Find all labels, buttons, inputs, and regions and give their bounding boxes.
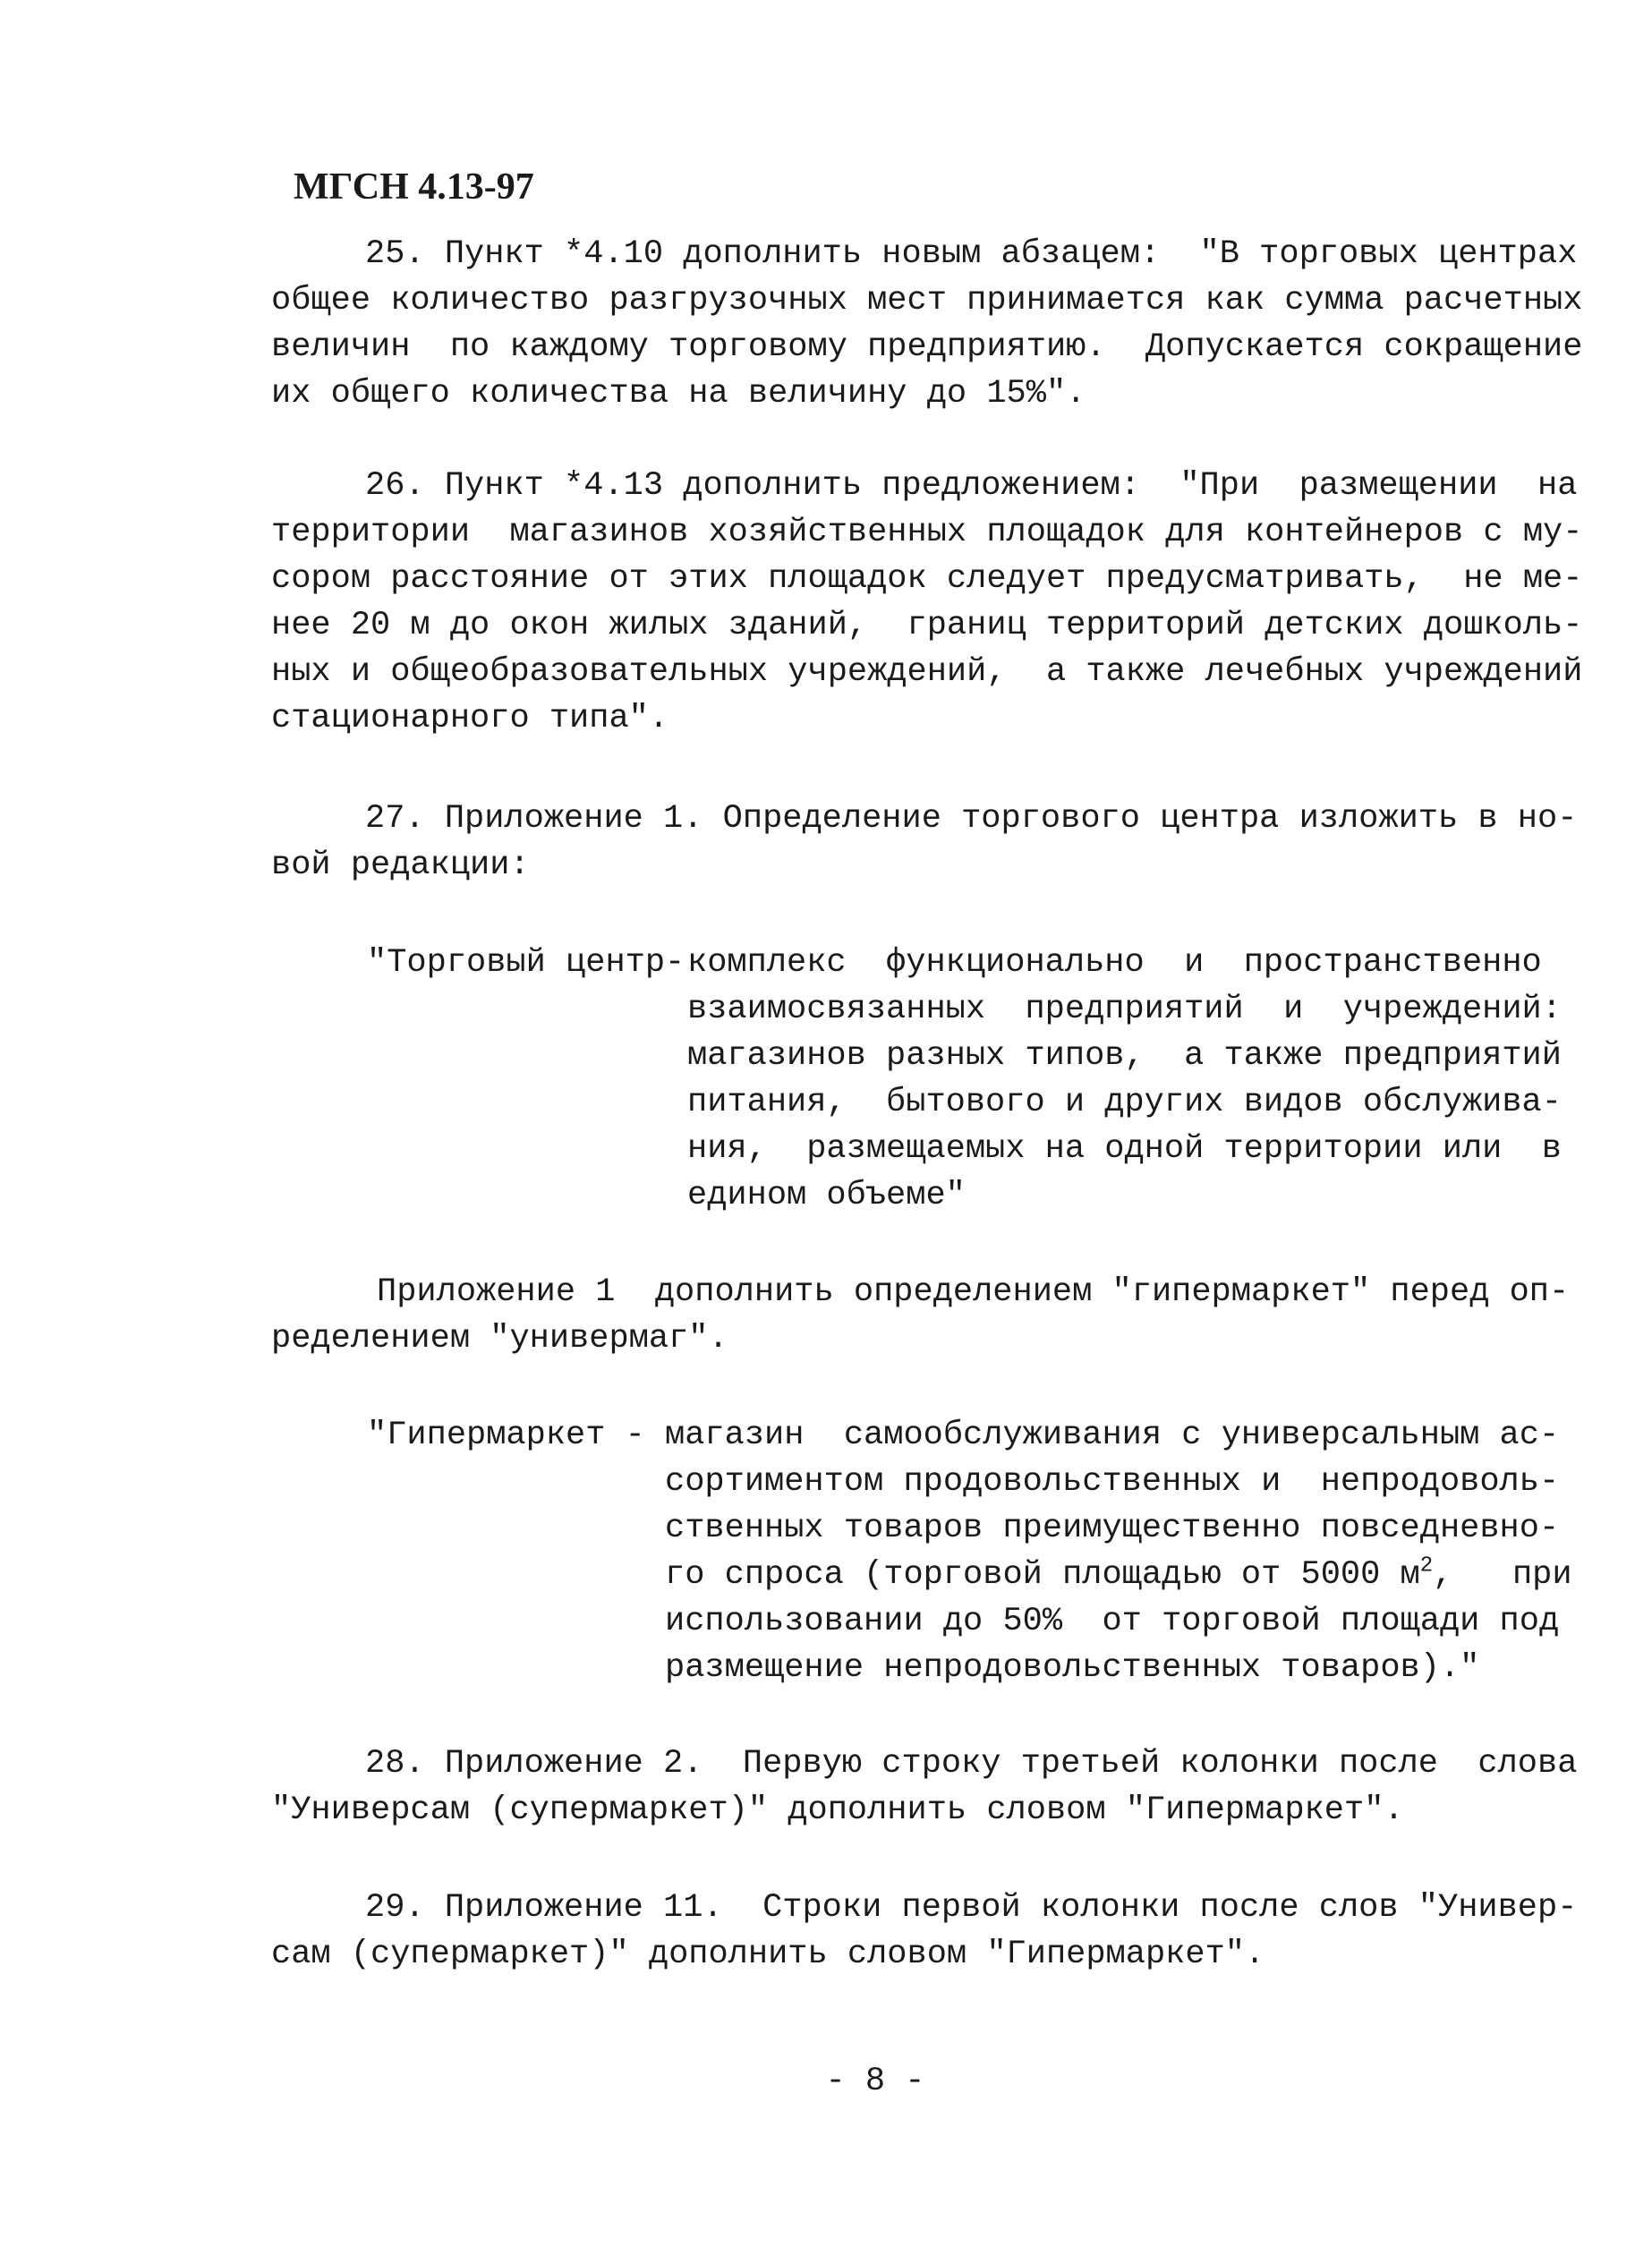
definition-line: питания, бытового и других видов обслужива- [687, 1084, 1562, 1121]
definition-line: комплекс функционально и пространственно [687, 944, 1542, 982]
superscript-2: 2 [1419, 1553, 1434, 1579]
paragraph-25-line: 25. Пункт *4.10 дополнить новым абзацем: "В торговых центрах [365, 235, 1578, 273]
paragraph-appendix-1-line: ределением "универмаг". [271, 1320, 728, 1358]
paragraph-25-line: общее количество разгрузочных мест принимается как сумма расчетных [271, 282, 1583, 319]
paragraph-26 [271, 463, 1583, 742]
paragraph-27-line: 27. Приложение 1. Определение торгового центра изложить в но- [365, 800, 1578, 838]
paragraph-appendix-1 [271, 1269, 1570, 1362]
paragraph-26-line: стационарного типа". [271, 700, 669, 737]
paragraph-appendix-1-line: Приложение 1 дополнить определением "гипермаркет" перед оп- [377, 1273, 1570, 1311]
paragraph-26-line: территории магазинов хозяйственных площадок для контейнеров с му- [271, 514, 1583, 551]
definition-line: сортиментом продовольственных и непродоволь- [665, 1463, 1560, 1501]
definition-line: размещение непродовольственных товаров)." [665, 1649, 1480, 1687]
page-number: - 8 - [825, 2063, 925, 2100]
document-code-header: МГСН 4.13-97 [294, 166, 534, 208]
paragraph-25-line: величин по каждому торговому предприятию. Допускается сокращение [271, 328, 1583, 366]
paragraph-25-line: их общего количества на величину до 15%". [271, 375, 1086, 413]
definition-line-tail: , при [1433, 1556, 1572, 1594]
definition-line: магазин самообслуживания с универсальным ас- [665, 1417, 1560, 1454]
paragraph-26-line: нее 20 м до окон жилых зданий, границ территорий детских дошколь- [271, 607, 1583, 644]
paragraph-27-line: вой редакции: [271, 847, 530, 884]
definition-line: использовании до 50% от торговой площади под [665, 1603, 1560, 1640]
definition-line: взаимосвязанных предприятий и учреждений: [687, 991, 1562, 1028]
definition-line-text: го спроса (торговой площадью от 5000 м [665, 1556, 1420, 1594]
definition-line: ния, размещаемых на одной территории или в [687, 1130, 1562, 1168]
definition-line [665, 1552, 1572, 1598]
paragraph-26-line: сором расстояние от этих площадок следует предусматривать, не ме- [271, 560, 1583, 598]
paragraph-29 [271, 1885, 1578, 1978]
paragraph-29-line: 29. Приложение 11. Строки первой колонки после слов "Универ- [365, 1889, 1578, 1927]
paragraph-28-line: 28. Приложение 2. Первую строку третьей колонки после слова [365, 1745, 1578, 1783]
paragraph-26-line: 26. Пункт *4.13 дополнить предложением: "При размещении на [365, 467, 1578, 505]
paragraph-25 [271, 231, 1583, 417]
paragraph-29-line: сам (супермаркет)" дополнить словом "Гипермаркет". [271, 1936, 1265, 1973]
definition-line: едином объеме" [687, 1177, 966, 1214]
definition-line: ственных товаров преимущественно повседневно- [665, 1510, 1560, 1547]
definition-line: магазинов разных типов, а также предприятий [687, 1037, 1562, 1075]
paragraph-26-line: ных и общеобразовательных учреждений, а также лечебных учреждений [271, 653, 1583, 691]
definition-term: "Торговый центр- [367, 944, 685, 982]
definition-body [687, 940, 1562, 1219]
definition-body [665, 1412, 1572, 1691]
paragraph-28-line: "Универсам (супермаркет)" дополнить словом "Гипермаркет". [271, 1792, 1404, 1829]
paragraph-27 [271, 796, 1578, 889]
definition-term: "Гипермаркет - [367, 1417, 645, 1454]
paragraph-28 [271, 1741, 1578, 1834]
